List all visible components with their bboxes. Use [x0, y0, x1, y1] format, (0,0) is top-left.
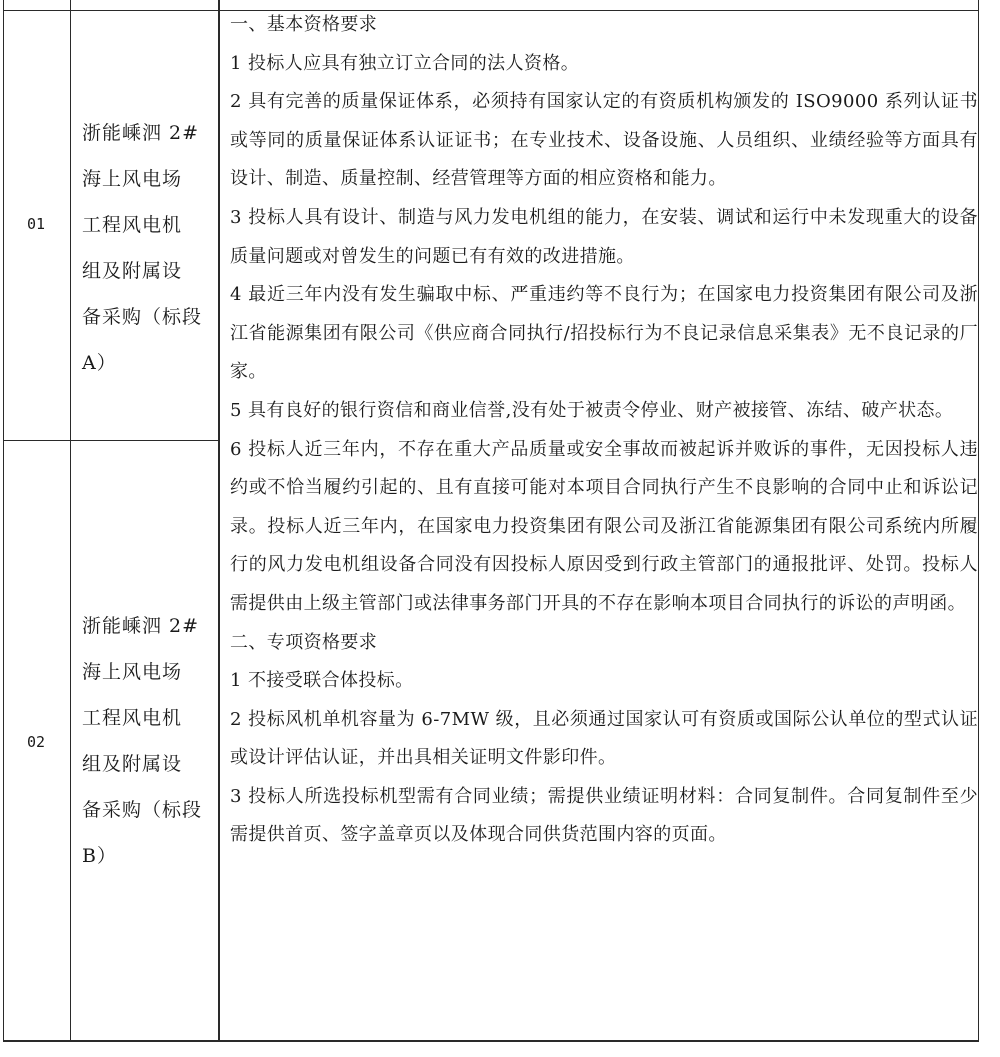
table-left-border [3, 0, 4, 1042]
row-name-line: 工程风电机 [82, 707, 183, 729]
row-name-line: 海上风电场 [82, 661, 183, 683]
row-name-line: 浙能嵊泗 2# [82, 122, 200, 144]
column-divider-2 [218, 0, 220, 1042]
row-name-line: 浙能嵊泗 2# [82, 615, 200, 637]
special-requirements-heading: 二、专项资格要求 [230, 631, 378, 653]
special-requirement-item: 1 不接受联合体投标。 [230, 670, 414, 692]
row-name-line: A） [82, 352, 117, 374]
special-requirement-item: 3 投标人所选投标机型需有合同业绩；需提供业绩证明材料：合同复制件。合同复制件至少需提供首页、签字盖章页以及体现合同供货范围内容的页面。 [230, 785, 978, 846]
special-requirement-item: 2 投标风机单机容量为 6-7MW 级，且必须通过国家认可有资质或国际公认单位的型式认证或设计评估认证，并出具相关证明文件影印件。 [230, 708, 978, 769]
row-name-line: 备采购（标段 [82, 799, 203, 821]
row-name-line: 组及附属设 [82, 753, 183, 775]
table-bottom-border [3, 1040, 979, 1042]
basic-requirement-item: 4 最近三年内没有发生骗取中标、严重违约等不良行为；在国家电力投资集团有限公司及浙江省能源集团有限公司《供应商合同执行/招投标行为不良记录信息采集表》无不良记录的厂家。 [230, 284, 978, 383]
row-name-01 [72, 110, 214, 386]
requirements-content [230, 6, 978, 855]
basic-requirement-item: 1 投标人应具有独立订立合同的法人资格。 [230, 52, 580, 74]
row-number-01: 01 [26, 215, 46, 233]
basic-requirement-item: 5 具有良好的银行资信和商业信誉,没有处于被责令停业、财产被接管、冻结、破产状态。 [230, 399, 954, 421]
column-divider-1 [70, 0, 71, 1042]
row-name-line: B） [82, 845, 117, 867]
row-name-02 [72, 603, 214, 879]
basic-requirement-item: 2 具有完善的质量保证体系，必须持有国家认定的有资质机构颁发的 ISO9000 系列认证书或等同的质量保证体系认证证书；在专业技术、设备设施、人员组织、业绩经验等方面具有设计、制造、质量控制、经营管理等方面的相应资格和能力。 [230, 91, 978, 190]
row-divider [3, 440, 218, 441]
basic-requirements-heading: 一、基本资格要求 [230, 14, 378, 35]
row-name-line: 组及附属设 [82, 260, 183, 282]
basic-requirement-item: 3 投标人具有设计、制造与风力发电机组的能力，在安装、调试和运行中未发现重大的设备质量问题或对曾发生的问题已有有效的改进措施。 [230, 206, 978, 267]
row-name-line: 海上风电场 [82, 168, 183, 190]
basic-requirement-item: 6 投标人近三年内，不存在重大产品质量或安全事故而被起诉并败诉的事件，无因投标人违约或不恰当履约引起的、且有直接可能对本项目合同执行产生不良影响的合同中止和诉讼记录。投标人近三年内，在国家电力投资集团有限公司及浙江省能源集团有限公司系统内所履行的风力发电机组设备合同没有因投标人原因受到行政主管部门的通报批评、处罚。投标人需提供由上级主管部门或法律事务部门开具的不存在影响本项目合同执行的诉讼的声明函。 [230, 438, 978, 614]
table-right-border [978, 0, 979, 1042]
row-name-line: 工程风电机 [82, 214, 183, 236]
row-name-line: 备采购（标段 [82, 306, 203, 328]
row-number-02: 02 [26, 733, 46, 751]
